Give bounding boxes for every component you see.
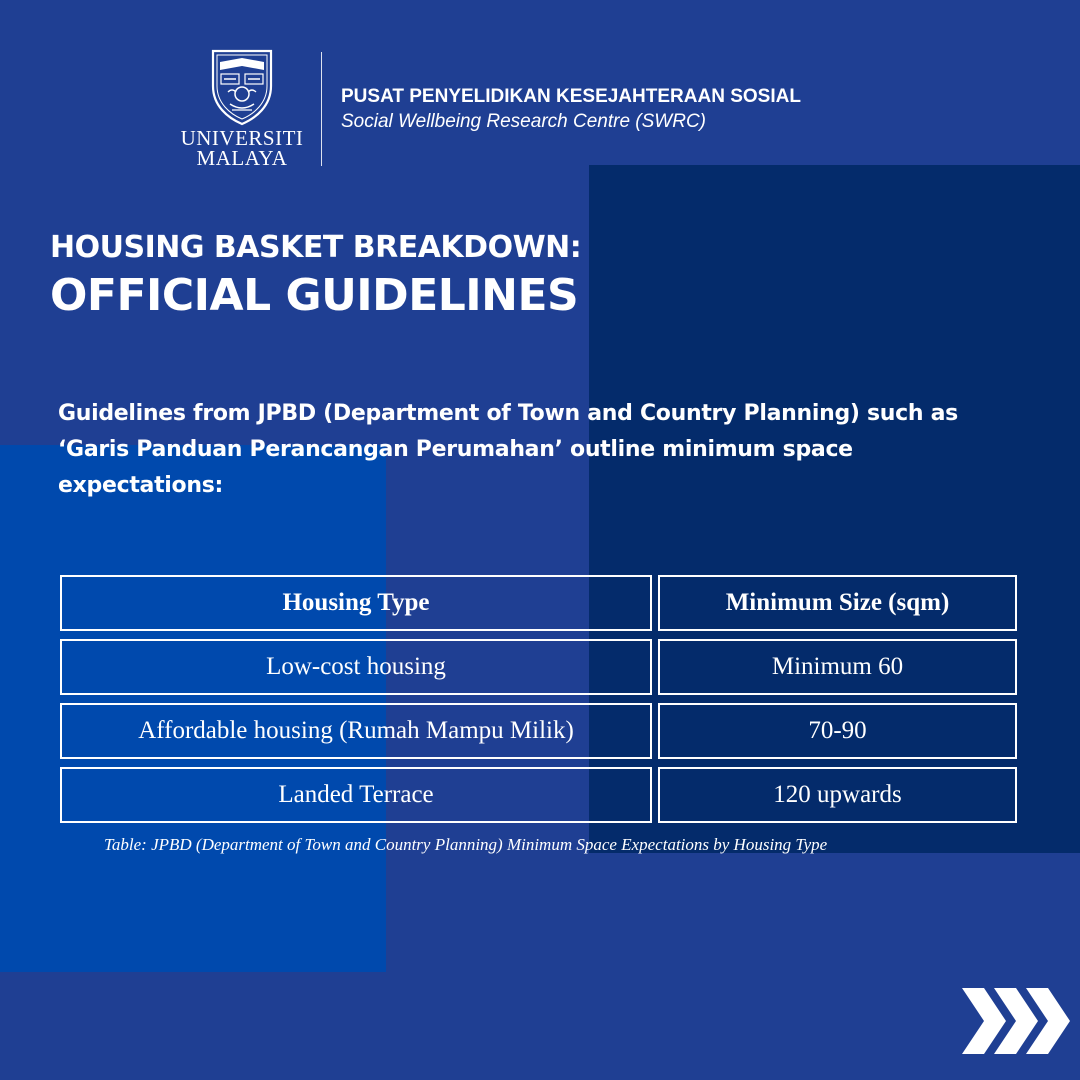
table-cell-minimum-size: 70-90 bbox=[658, 703, 1017, 759]
table-cell-housing-type: Low-cost housing bbox=[60, 639, 652, 695]
centre-name-english: Social Wellbeing Research Centre (SWRC) bbox=[341, 111, 706, 132]
background-panel-mid-lower bbox=[386, 853, 1080, 972]
table-header-row bbox=[60, 575, 1017, 631]
headline-line1: HOUSING BASKET BREAKDOWN: bbox=[50, 230, 582, 265]
table-row bbox=[60, 639, 1017, 695]
table-cell-minimum-size: Minimum 60 bbox=[658, 639, 1017, 695]
logo-divider bbox=[321, 52, 322, 166]
table-row bbox=[60, 703, 1017, 759]
triple-chevron-right-icon[interactable] bbox=[958, 984, 1072, 1058]
table-row bbox=[60, 767, 1017, 823]
table-header-minimum-size: Minimum Size (sqm) bbox=[658, 575, 1017, 631]
table-cell-housing-type: Affordable housing (Rumah Mampu Milik) bbox=[60, 703, 652, 759]
university-name-line1: UNIVERSITI bbox=[180, 126, 304, 150]
housing-size-table bbox=[60, 575, 1017, 831]
university-crest-icon bbox=[210, 48, 274, 126]
table-cell-housing-type: Landed Terrace bbox=[60, 767, 652, 823]
centre-name: PUSAT PENYELIDIKAN KESEJAHTERAAN SOSIAL bbox=[341, 86, 801, 107]
university-name bbox=[176, 128, 308, 168]
table-header-housing-type: Housing Type bbox=[60, 575, 652, 631]
intro-paragraph: Guidelines from JPBD (Department of Town and Country Planning) such as ‘Garis Panduan Perancangan Perumahan’ outline minimum space expectations: bbox=[58, 401, 958, 498]
table-caption: Table: JPBD (Department of Town and Country Planning) Minimum Space Expectations by Housing Type bbox=[104, 835, 828, 854]
headline-line2: OFFICIAL GUIDELINES bbox=[50, 270, 579, 321]
university-name-line2: MALAYA bbox=[196, 146, 288, 170]
table-cell-minimum-size: 120 upwards bbox=[658, 767, 1017, 823]
